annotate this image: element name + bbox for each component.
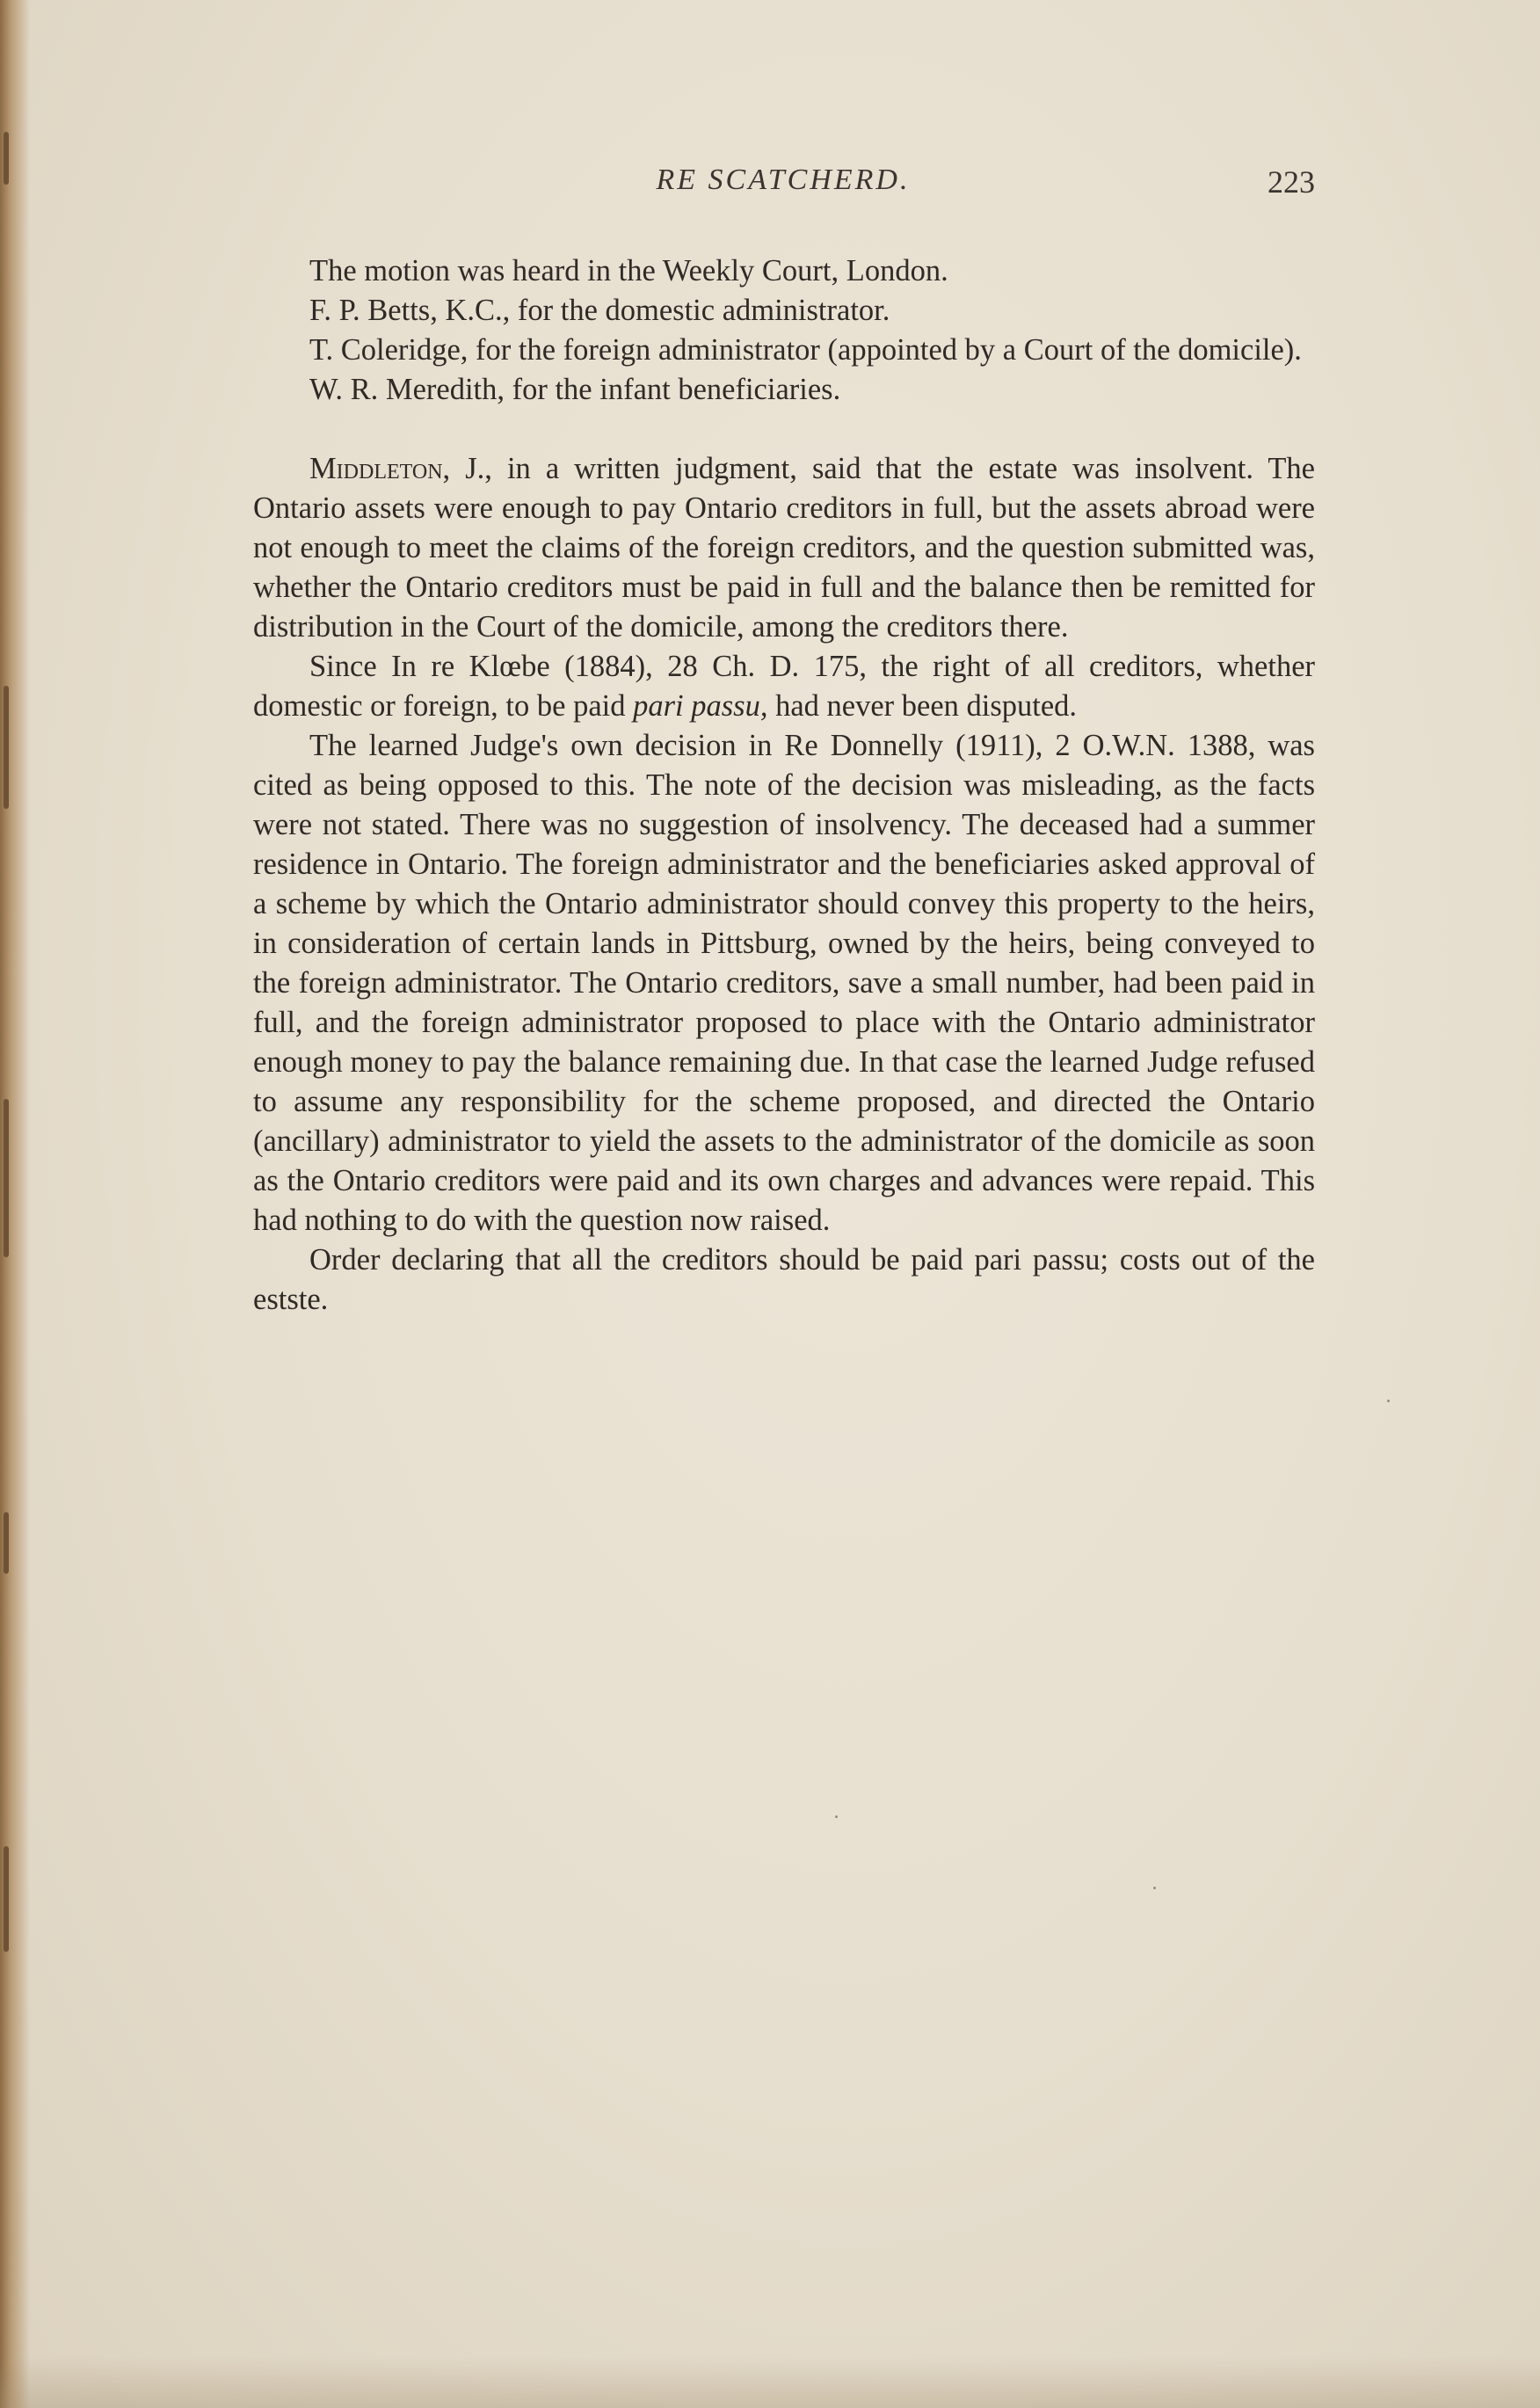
paper-speck <box>1387 1400 1390 1402</box>
precedent-text-start: Since In re Klœbe (1884), 28 Ch. D. 175, the right of all creditors, whether domestic or foreign, to be paid <box>253 650 1315 723</box>
judge-name: Middleton <box>309 452 443 485</box>
paragraph-hearing: The motion was heard in the Weekly Court, London. <box>309 254 948 287</box>
paragraph-order: Order declaring that all the creditors should be paid pari passu; costs out of the estste. <box>253 1243 1315 1316</box>
precedent-latin-phrase: pari passu, <box>633 689 768 723</box>
paragraph-counsel-domestic: F. P. Betts, K.C., for the domestic administrator. <box>309 294 890 327</box>
paper-speck <box>1153 1887 1156 1889</box>
body-text <box>253 251 1315 1320</box>
paragraph-donnelly-decision: The learned Judge's own decision in Re Donnelly (1911), 2 O.W.N. 1388, was cited as being opposed to this. The note of the decision was misleading, as the facts were not stated. There was no suggestion of insolvency. The deceased had a summer residence in Ontario. The foreign administrator and the beneficiaries asked approval of a scheme by which the Ontario administrator should convey this property to the heirs, in consideration of certain lands in Pittsburg, owned by the heirs, being conveyed to the foreign administrator. The Ontario creditors, save a small number, had been paid in full, and the foreign administrator proposed to place with the Ontario administrator enough money to pay the balance remaining due. In that case the learned Judge refused to assume any responsibility for the scheme proposed, and directed the Ontario (ancillary) administrator to yield the assets to the administrator of the domicile as soon as the Ontario creditors were paid and its own charges and advances were repaid. This had nothing to do with the question now raised. <box>253 729 1315 1237</box>
running-title: RE SCATCHERD. <box>656 164 911 196</box>
spine-wear-mark <box>4 1099 9 1257</box>
page-number: 223 <box>1268 164 1315 200</box>
paragraph-precedent <box>253 647 1315 726</box>
precedent-text-end: had never been disputed. <box>767 689 1078 723</box>
spine-wear-mark <box>4 132 9 185</box>
spine-wear-mark <box>4 686 9 809</box>
page-bottom-shading <box>0 2355 1540 2408</box>
paragraph-judgment <box>253 449 1315 647</box>
paragraph-counsel-infants: W. R. Meredith, for the infant beneficiaries. <box>309 373 841 406</box>
paper-speck <box>835 1815 838 1818</box>
judgment-text: , J., in a written judgment, said that the estate was insolvent. The Ontario assets were enough to pay Ontario creditors in full, but the assets abroad were not enough to meet the claims of the foreign creditors, and the question submitted was, whether the Ontario creditors must be paid in full and the balance then be remitted for distribution in the Court of the domicile, among the creditors there. <box>253 452 1315 644</box>
running-header <box>251 164 1315 207</box>
spine-wear-mark <box>4 1512 9 1574</box>
spine-wear-mark <box>4 1846 9 1952</box>
paragraph-counsel-foreign: T. Coleridge, for the foreign administrator (appointed by a Court of the domicile). <box>309 333 1302 367</box>
